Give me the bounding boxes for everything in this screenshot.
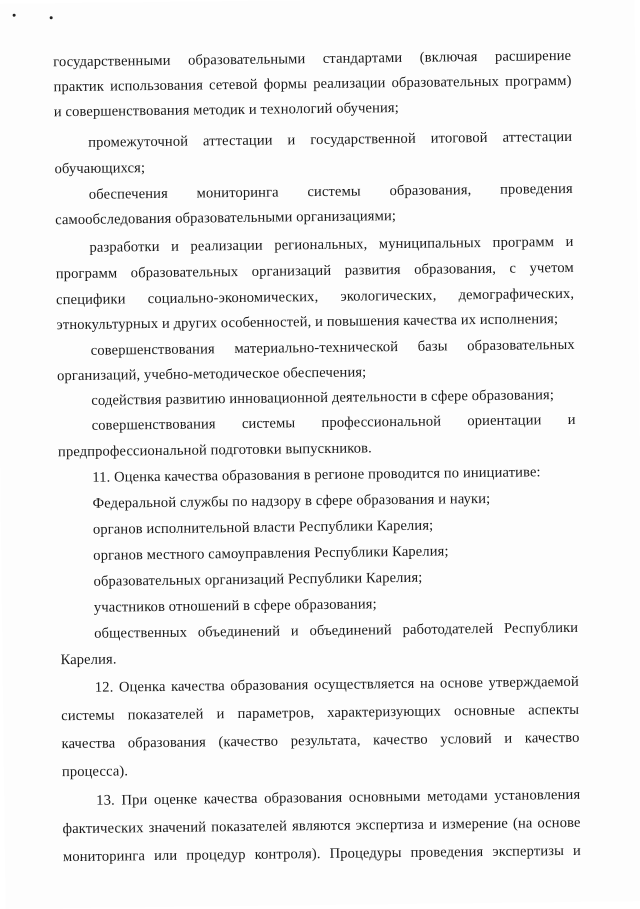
- text-line: фактических значений показателей являются экспертиза и измерение (на основе: [62, 814, 581, 838]
- text-line: 11. Оценка качества образования в регионе проводится по инициативе:: [92, 464, 541, 486]
- text-line: и совершенствования методик и технологий обучения;: [53, 100, 399, 121]
- text-line: организаций, учебно-методическое обеспечения;: [56, 364, 367, 385]
- text-line: этнокультурных и других особенностей, и повышения качества их исполнения;: [56, 311, 559, 334]
- text-line: содействия развитию инновационной деятельности в сфере образования;: [91, 387, 555, 409]
- text-line: обеспечения мониторинга системы образования, проведения: [88, 180, 573, 203]
- text-line: общественных объединений и объединений работодателей Республики: [94, 619, 579, 642]
- text-line: системы показателей и параметров, характеризующих основные аспекты: [61, 701, 580, 725]
- scan-speck: [13, 14, 16, 17]
- text-line: образовательных организаций Республики Карелия;: [93, 569, 423, 590]
- scan-speck: [50, 16, 53, 19]
- text-line: государственными образовательными стандартами (включая расширение: [53, 47, 572, 71]
- text-line: совершенствования материально-технической базы образовательных: [90, 336, 575, 359]
- text-line: участников отношений в сфере образования;: [93, 596, 377, 616]
- text-line: предпрофессиональной подготовки выпускников.: [57, 440, 372, 461]
- text-line: промежуточной аттестации и государственной итоговой аттестации: [88, 128, 573, 151]
- text-line: специфики социально-экономических, экологических, демографических,: [56, 285, 575, 309]
- text-line: программ образовательных организаций развития образования, с учетом: [55, 259, 574, 283]
- text-line: обучающихся;: [54, 160, 146, 178]
- text-line: органов местного самоуправления Республики Карелия;: [93, 543, 449, 564]
- text-line: 13. При оценке качества образования основными методами установления: [96, 786, 581, 809]
- text-line: 12. Оценка качества образования осуществляется на основе утверждаемой: [94, 673, 579, 696]
- text-line: практик использования сетевой формы реализации образовательных программ): [53, 72, 572, 96]
- text-line: процесса).: [61, 763, 129, 781]
- text-line: органов исполнительной власти Республики Карелия;: [92, 517, 434, 538]
- text-line: разработки и реализации региональных, муниципальных программ и: [89, 233, 574, 256]
- text-line: Федеральной службы по надзору в сфере образования и науки;: [92, 490, 491, 512]
- text-line: качества образования (качество результата, качество условий и качество: [61, 729, 580, 753]
- text-line: мониторинга или процедур контроля). Процедуры проведения экспертизы и: [62, 842, 581, 866]
- text-line: совершенствования системы профессиональной ориентации и: [91, 411, 576, 434]
- text-line: самообследования образовательными организациями;: [55, 208, 397, 229]
- text-line: Карелия.: [60, 651, 117, 669]
